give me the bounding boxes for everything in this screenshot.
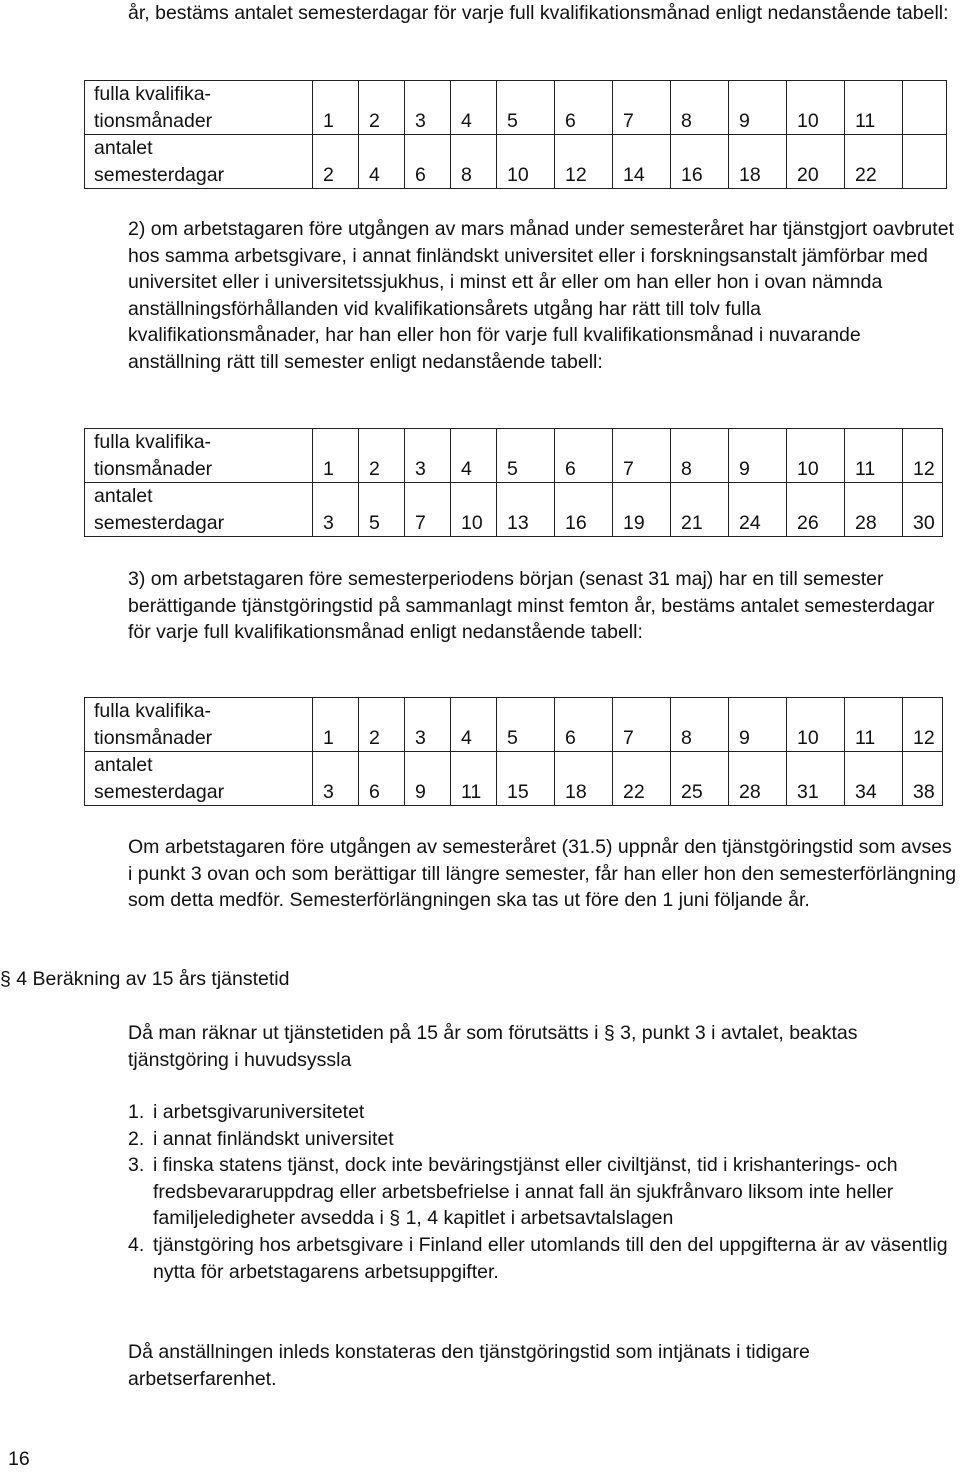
table-cell: 8 [451, 135, 497, 189]
list-item: 1. i arbetsgivaruniversitetet [128, 1101, 365, 1123]
table-cell: 6 [359, 752, 405, 806]
table-cell: 22 [845, 135, 903, 189]
table-row-months [85, 429, 943, 483]
table-cell: 10 [787, 698, 845, 752]
table-semester-days-1 [84, 80, 947, 189]
table-cell: 4 [359, 135, 405, 189]
table-cell: 6 [555, 698, 613, 752]
table-cell: 19 [613, 483, 671, 537]
table-cell: 8 [671, 429, 729, 483]
table-cell: 2 [359, 429, 405, 483]
table-row-days [85, 483, 943, 537]
table-cell: 12 [903, 429, 943, 483]
table-cell: 8 [671, 698, 729, 752]
section-heading-text: 4 Beräkning av 15 års tjänstetid [16, 968, 290, 990]
row-label-months: fulla kvalifika- tionsmånader [85, 698, 313, 752]
table-cell: 9 [729, 429, 787, 483]
list-item: 2. i annat finländskt universitet [128, 1127, 394, 1150]
table-cell: 2 [359, 698, 405, 752]
page-number: 16 [8, 1448, 30, 1470]
table-cell: 5 [359, 483, 405, 537]
table-cell: 34 [845, 752, 903, 806]
table-cell: 7 [613, 81, 671, 135]
table-cell: 18 [729, 135, 787, 189]
table-cell: 6 [555, 429, 613, 483]
table-cell: 25 [671, 752, 729, 806]
table-cell: 11 [451, 752, 497, 806]
table-cell: 11 [845, 698, 903, 752]
table-cell: 10 [787, 81, 845, 135]
table-cell: 1 [313, 698, 359, 752]
table-cell: 8 [671, 81, 729, 135]
paragraph-5: Då man räknar ut tjänstetiden på 15 år som förutsätts i § 3, punkt 3 i avtalet, beaktas tjänstgöring i huvudsyssla [128, 1022, 858, 1071]
table-cell: 12 [555, 135, 613, 189]
table-cell: 21 [671, 483, 729, 537]
table-cell: 16 [671, 135, 729, 189]
row-label-days: antalet semesterdagar [85, 752, 313, 806]
table-row-days [85, 752, 943, 806]
table-cell: 4 [451, 429, 497, 483]
intro-paragraph: år, bestäms antalet semesterdagar för varje full kvalifikationsmånad enligt nedanstående tabell: [128, 2, 949, 24]
table-cell: 6 [555, 81, 613, 135]
table-cell: 9 [729, 698, 787, 752]
table-cell-empty [903, 81, 947, 135]
section-symbol: § [0, 968, 11, 990]
row-label-days: antalet semesterdagar [85, 135, 313, 189]
paragraph-6: Då anställningen inleds konstateras den tjänstgöringstid som intjänats i tidigare arbetserfarenhet. [128, 1341, 810, 1390]
paragraph-2: 2) om arbetstagaren före utgången av mars månad under semesteråret har tjänstgjort oavbrutet hos samma arbetsgivare, i annat finländskt universitet eller i forskningsanstalt jämförbar med universitet eller i universitetssjukhus, i minst ett år eller om han eller hon i ovan nämnda anställningsförhållanden vid kvalifikationsårets utgång har rätt till tolv fulla kvalifikationsmånader, har han eller hon för varje full kvalifikationsmånad i nuvarande anställning rätt till semester enligt nedanstående tabell: [128, 218, 954, 373]
list-item: 3. i finska statens tjänst, dock inte beväringstjänst eller civiltjänst, tid i krishanterings- och fredsbevararuppdrag eller arbetsbefrielse i annat fall än sjukfrånvaro liksom inte heller familjeledigheter avsedda i § 1, 4 kapitlet i arbetsavtalslagen [128, 1154, 898, 1230]
table-cell: 38 [903, 752, 943, 806]
table-cell: 9 [405, 752, 451, 806]
table-cell: 4 [451, 81, 497, 135]
row-label-months: fulla kvalifika- tionsmånader [85, 81, 313, 135]
table-cell: 3 [313, 483, 359, 537]
table-cell-empty [903, 135, 947, 189]
table-cell: 3 [313, 752, 359, 806]
table-cell: 5 [497, 698, 555, 752]
table-cell: 10 [787, 429, 845, 483]
section-heading [0, 966, 289, 993]
table-cell: 7 [613, 698, 671, 752]
table-cell: 4 [451, 698, 497, 752]
table-cell: 24 [729, 483, 787, 537]
table-cell: 28 [729, 752, 787, 806]
table-cell: 22 [613, 752, 671, 806]
table-cell: 18 [555, 752, 613, 806]
table-cell: 5 [497, 429, 555, 483]
table-cell: 12 [903, 698, 943, 752]
table-cell: 11 [845, 429, 903, 483]
table-cell: 26 [787, 483, 845, 537]
table-cell: 31 [787, 752, 845, 806]
table-row-months [85, 698, 943, 752]
table-cell: 6 [405, 135, 451, 189]
table-cell: 2 [313, 135, 359, 189]
table-cell: 3 [405, 81, 451, 135]
table-cell: 10 [451, 483, 497, 537]
table-cell: 13 [497, 483, 555, 537]
table-row-days [85, 135, 947, 189]
table-cell: 20 [787, 135, 845, 189]
table-cell: 3 [405, 698, 451, 752]
table-cell: 28 [845, 483, 903, 537]
table-cell: 7 [613, 429, 671, 483]
table-row-months [85, 81, 947, 135]
table-cell: 1 [313, 81, 359, 135]
paragraph-4: Om arbetstagaren före utgången av semesteråret (31.5) uppnår den tjänstgöringstid som avses i punkt 3 ovan och som berättigar till längre semester, får han eller hon den semesterförlängning som detta medför. Semesterförlängningen ska tas ut före den 1 juni följande år. [128, 836, 957, 912]
table-cell: 2 [359, 81, 405, 135]
paragraph-3: 3) om arbetstagaren före semesterperiodens början (senast 31 maj) har en till semester berättigande tjänstgöringstid på sammanlagt minst femton år, bestäms antalet semesterdagar för varje full kvalifikationsmånad enligt nedanstående tabell: [128, 568, 935, 644]
table-cell: 1 [313, 429, 359, 483]
table-cell: 10 [497, 135, 555, 189]
table-cell: 14 [613, 135, 671, 189]
row-label-months: fulla kvalifika- tionsmånader [85, 429, 313, 483]
row-label-days: antalet semesterdagar [85, 483, 313, 537]
table-cell: 3 [405, 429, 451, 483]
table-cell: 5 [497, 81, 555, 135]
list-item: 4. tjänstgöring hos arbetsgivare i Finland eller utomlands till den del uppgifterna är av väsentlig nytta för arbetstagarens arbetsuppgifter. [128, 1233, 948, 1283]
table-cell: 30 [903, 483, 943, 537]
table-cell: 16 [555, 483, 613, 537]
table-cell: 7 [405, 483, 451, 537]
section-symbol-inline: § [603, 1022, 615, 1044]
service-list [128, 1099, 958, 1285]
table-cell: 15 [497, 752, 555, 806]
table-cell: 9 [729, 81, 787, 135]
table-semester-days-3 [84, 697, 943, 806]
table-semester-days-2 [84, 428, 943, 537]
table-cell: 11 [845, 81, 903, 135]
